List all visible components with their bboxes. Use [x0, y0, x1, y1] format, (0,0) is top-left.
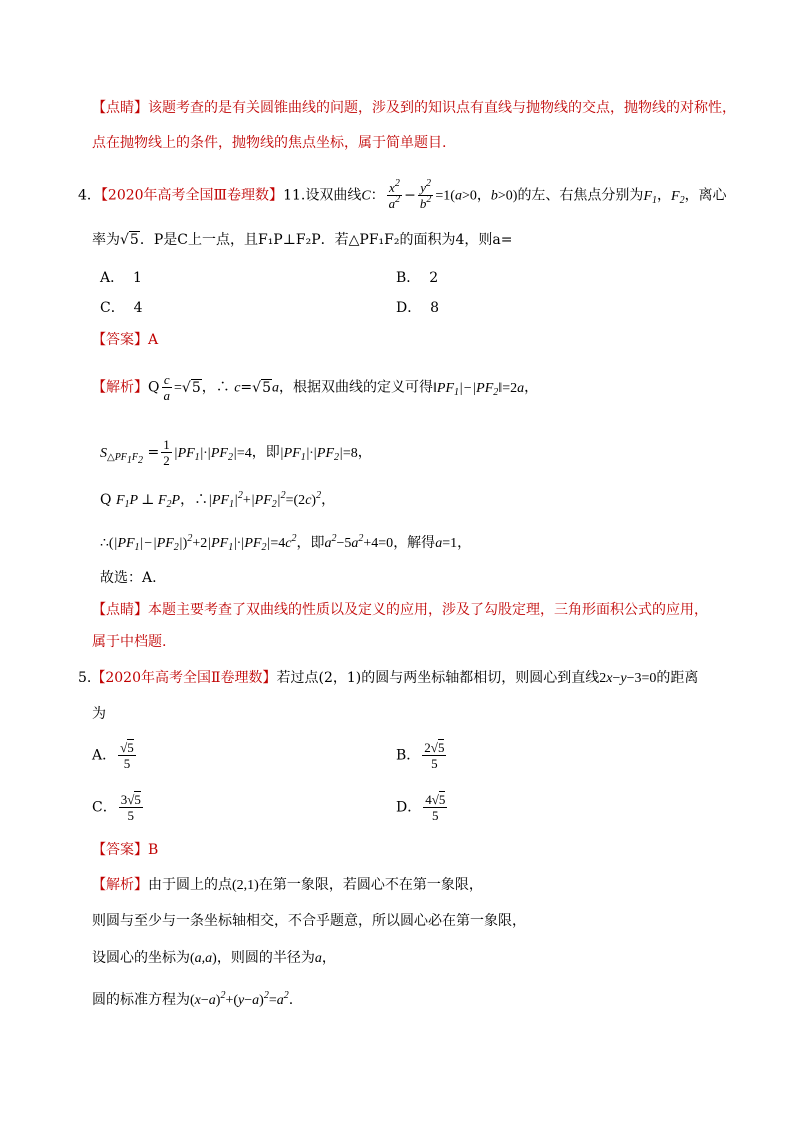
q5-option-b: B． $\frac{2√5}{5}$ [396, 740, 445, 771]
q4-option-b: B． 2 [396, 270, 439, 286]
q5-analysis-line-2: 则圆与至少与一条坐标轴相交，不合乎题意，所以圆心必在第一象限， [92, 913, 526, 929]
q4-analysis-line-2: $S_{\triangle PF_1F_2}$ = $\frac{1}{2}$ $|PF_1|\cdot|PF_2|=4$，即$|PF_1|\cdot|PF_2|=8$， [100, 437, 372, 468]
q4-analysis-line-1: 【解析】Q $\frac{c}{a}$ =√5，∴ c=√5a，根据双曲线的定义可得$‖PF_1|-|PF_2‖=2a$， [92, 372, 539, 403]
q4-option-c: C． 4 [100, 300, 143, 316]
q5-source: 【2020年高考全国Ⅱ卷理数】 [91, 670, 277, 686]
q5-answer: 【答案】B [92, 842, 159, 858]
q5-analysis-line-1: 【解析】由于圆上的点(2,1)在第一象限，若圆心不在第一象限， [92, 877, 483, 893]
q4-tip-line-2: 属于中档题. [92, 634, 167, 650]
q4-stem-line-2: 率为√5．P是C上一点，且F₁P⊥F₂P．若△PF₁F₂的面积为4，则a= [92, 232, 513, 248]
q5-option-d: D． $\frac{4√5}{5}$ [396, 792, 446, 823]
q5-option-a: A． $\frac{√5}{5}$ [92, 740, 134, 771]
tip-line-2: 点在抛物线上的条件，抛物线的焦点坐标，属于简单题目. [92, 135, 447, 151]
q5-analysis-line-4: 圆的标准方程为$(x-a)^2+(y-a)^2=a^2$. [92, 990, 294, 1008]
q4-fraction-y: $\frac{y^2}{b^2}$ [419, 178, 432, 211]
q4-answer: 【答案】A [92, 332, 159, 348]
q4-tip-line-1: 【点睛】本题主要考查了双曲线的性质以及定义的应用，涉及了勾股定理，三角形面积公式的应用， [92, 602, 708, 618]
q5-stem-line-1: 5.【2020年高考全国Ⅱ卷理数】若过点(2，1)的圆与两坐标轴都相切，则圆心到直线2x−y−3=0的距离 [78, 670, 699, 686]
q4-analysis-tag: 【解析】 [92, 379, 148, 396]
q4-option-d: D． 8 [396, 300, 440, 316]
q4-option-a: A． 1 [100, 270, 142, 286]
q4-source: 【2020年高考全国Ⅲ卷理数】 [100, 187, 284, 204]
q5-stem-line-2: 为 [92, 706, 106, 722]
q4-conclusion: 故选：A. [100, 570, 157, 586]
q4-number: 4． [78, 187, 101, 204]
q4-fraction-x: $\frac{x^2}{a^2}$ [388, 178, 401, 211]
q5-option-c: C． $\frac{3√5}{5}$ [92, 792, 141, 823]
tip-line-1: 【点睛】该题考查的是有关圆锥曲线的问题，涉及到的知识点有直线与抛物线的交点，抛物线的对称性， [92, 100, 736, 116]
q4-analysis-line-3: Q $F_1P$ ⊥ $F_2P$，$\therefore|PF_1|^2+|PF_2|^2=(2c)^2$， [100, 490, 336, 510]
q4-analysis-line-4: $\therefore(|PF_1|-|PF_2|)^2+2|PF_1|\cdot|PF_2|=4c^2$，即$a^2-5a^2+4=0$，解得a=1， [100, 533, 472, 553]
sqrt-5: √5 [120, 232, 139, 248]
q5-analysis-line-3: 设圆心的坐标为(a,a)，则圆的半径为a， [92, 950, 336, 966]
q4-stem-line-1: 4．【2020年高考全国Ⅲ卷理数】11.设双曲线C： $\frac{x^2}{a^2}$ − $\frac{y^2}{b^2}$ =1(a>0，b>0)的左、右焦点分别为$F_1$，$F_2$，离心 [78, 178, 727, 211]
tip-tag: 【点睛】 [92, 100, 148, 116]
